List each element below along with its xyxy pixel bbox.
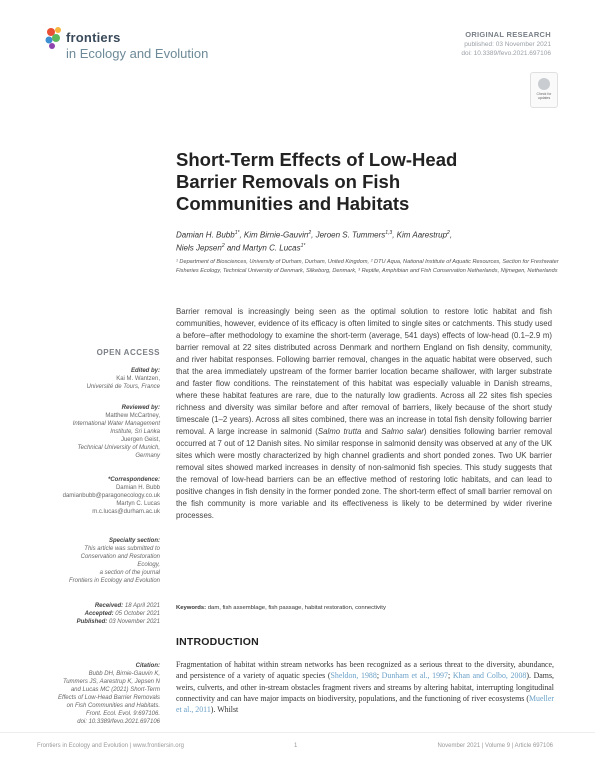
species-name: Salmo trutta: [317, 427, 362, 436]
author-name[interactable]: Jeroen S. Tummers: [315, 230, 386, 240]
specialty-line: Frontiers in Ecology and Evolution: [68, 578, 160, 584]
intro-text: ). Whilst: [210, 705, 239, 715]
article-type: ORIGINAL RESEARCH: [465, 30, 551, 39]
introduction-text: [176, 659, 554, 715]
editor-name: Kai M. Wantzen,: [116, 376, 160, 382]
article-title: Short-Term Effects of Low-Head Barrier Removals on Fish Communities and Habitats: [176, 149, 458, 214]
journal-brand: frontiers: [66, 30, 121, 45]
dates-block: [77, 602, 160, 626]
intro-text: ;: [376, 671, 382, 681]
keywords-list: dam, fish assemblage, fish passage, habitat restoration, connectivity: [207, 605, 386, 611]
keywords: [176, 605, 556, 611]
species-name: Salmo salar: [381, 427, 424, 436]
check-updates-label: Check for updates: [536, 92, 552, 100]
article-doi-link[interactable]: doi: 10.3389/fevo.2021.697106: [461, 50, 551, 57]
intro-text: Fragmentation of habitat within stream networks has been recognized as a serious threat to the diversity, abundance, and persistence of a variety of aquatic species (: [176, 660, 554, 681]
abstract-text: and: [361, 427, 382, 436]
abstract: [176, 306, 552, 522]
specialty-section-label: Specialty section:: [108, 538, 160, 544]
correspondent-email-link[interactable]: m.c.lucas@durham.ac.uk: [92, 509, 160, 515]
citation-block: [58, 662, 160, 726]
logo-dot-blue: [46, 37, 53, 44]
author-affiliation-marker: 2: [221, 243, 225, 250]
logo-dot-green: [52, 34, 60, 42]
specialty-line: Ecology,: [137, 562, 160, 568]
reviewer-affiliation: Germany: [135, 453, 160, 459]
abstract-text: Barrier removal is increasingly being seen as the optimal solution to restore lotic habitat and fish communities, however, evidence of its efficacy is often limited to single sites or catchments. This study used a before–after methodology to examine the short-term (average, 541 days) effects of low-head (0.1–2.9 m) barrier removal at 22 sites distributed across Denmark and northern England on fish density, community, and river habitat responses. Following barrier removal, changes in the aquatic habitat were observed, such that the area immediately upstream of the former barrier location became shallower, with larger substrate and faster flow conditions. The reinstatement of this habitat was especially valuable in Danish streams, where these habitat features are rare, due to the naturally low gradients. Across all 22 sites fish species richness and diversity was similar before and after removal of barriers, likely because of the short study timescale (1–2 years). Across all sites combined, there was an increase in total fish density following barrier removal. A large increase in salmonid (: [176, 307, 552, 436]
affiliations: ¹ Department of Biosciences, University of Durham, Durham, United Kingdom, ² DTU Aqua, National Institute of Aquatic Resources, Section for Freshwater Fisheries Ecology, Technical University of Denmark, Silkeborg, Denmark, ³ Reptile, Amphibian and Fish Conservation Netherlands, Nijmegen, Netherlands: [176, 259, 559, 274]
logo-dot-yellow: [55, 27, 61, 33]
specialty-line: a section of the journal: [99, 570, 160, 576]
author-list: Damian H. Bubb$^{1*}$, Kim Birnie-Gauvin$^2$, Jeroen S. Tummers$^{1,3}$, Kim Aarestrup$^2$, Niels Jepsen$^2$ and Martyn C. Lucas$^{1*}$: [176, 230, 453, 253]
abstract-text: ) densities following barrier removal occurred at 7 out of 12 Danish sites. No similar response in salmonid density was observed at any of the UK sites which were mostly characterized by high channel gradients and short ponded zones. Two UK barrier removal sites showed marked increases in density of non-salmonid fish species. This study suggests that the removal of low-head barriers can be an effective method of restoring lotic habitats, and can lead to positive changes in fish density in the former ponded zone. The short-term effect of small barrier removal on the fish community is more variable and its effectiveness is likely to be determined by wider riverine processes.: [176, 427, 552, 520]
footer-issue-info: November 2021 | Volume 9 | Article 697106: [437, 743, 553, 749]
published-date-sidebar: 03 November 2021: [108, 619, 160, 625]
author-name[interactable]: Martyn C. Lucas: [242, 243, 301, 253]
citation-line: on Fish Communities and Habitats.: [66, 703, 160, 709]
published-date: published: 03 November 2021: [464, 41, 551, 48]
citation-link[interactable]: Sheldon, 1988: [330, 671, 377, 681]
reviewed-by-label: Reviewed by:: [121, 405, 160, 411]
author-affiliation-marker: 1,3: [385, 230, 393, 236]
author-affiliation-marker: 1*: [234, 230, 240, 236]
author-affiliation-marker: 2: [308, 230, 312, 236]
specialty-line: This article was submitted to: [84, 546, 160, 552]
footer-journal-link[interactable]: Frontiers in Ecology and Evolution | www.frontiersin.org: [37, 743, 184, 749]
received-date: 18 April 2021: [124, 603, 160, 609]
intro-text: ;: [447, 671, 453, 681]
citation-line: Front. Ecol. Evol. 9:697106.: [85, 711, 160, 717]
citation-link[interactable]: Khan and Colbo, 2008: [452, 671, 527, 681]
correspondent-email-link[interactable]: damianbubb@paragonecology.co.uk: [62, 493, 160, 499]
author-affiliation-marker: 1*: [300, 243, 306, 250]
intro-text: ). Dams, weirs, culverts, and other in-stream obstacles fragment rivers and streams by altering habitat, interrupting longitudinal connectivity and can have major impacts on biodiversity, populations, and the functioning of river ecosystems (: [176, 671, 554, 703]
author-name[interactable]: Damian H. Bubb: [176, 230, 235, 240]
journal-name: in Ecology and Evolution: [66, 46, 209, 61]
accepted-label: Accepted:: [84, 611, 114, 617]
citation-line: Tummers JS, Aarestrup K, Jepsen N: [62, 679, 160, 685]
footer-divider: [0, 732, 595, 733]
reviewer-name: Juergen Geist,: [120, 437, 160, 443]
page-number: 1: [294, 743, 298, 749]
keywords-label: Keywords:: [176, 605, 207, 611]
correspondent-name: Damian H. Bubb: [115, 485, 160, 491]
reviewer-name: Matthew McCartney,: [105, 413, 160, 419]
citation-link[interactable]: Dunham et al., 1997: [381, 671, 448, 681]
correspondence-label: *Correspondence:: [107, 477, 160, 483]
specialty-section-block: [69, 537, 160, 585]
edited-by-label: Edited by:: [130, 368, 160, 374]
citation-label: Citation:: [135, 663, 160, 669]
check-for-updates-button[interactable]: [530, 72, 558, 108]
citation-line: Effects of Low-Head Barrier Removals: [57, 695, 160, 701]
reviewer-affiliation: Institute, Sri Lanka: [110, 429, 160, 435]
citation-line: and Lucas MC (2021) Short-Term: [70, 687, 160, 693]
editor-affiliation: Université de Tours, France: [86, 384, 160, 390]
specialty-line: Conservation and Restoration: [80, 554, 160, 560]
edited-by-block: [87, 367, 160, 391]
author-name[interactable]: Kim Birnie-Gauvin: [243, 230, 309, 240]
correspondent-name: Martyn C. Lucas: [116, 501, 160, 507]
correspondence-block: [63, 476, 160, 516]
refresh-icon: [538, 78, 550, 90]
author-name[interactable]: Niels Jepsen: [176, 243, 222, 253]
published-label: Published:: [76, 619, 108, 625]
accepted-date: 05 October 2021: [115, 611, 160, 617]
author-affiliation-marker: 2: [447, 230, 450, 236]
reviewer-affiliation: International Water Management: [72, 421, 160, 427]
citation-line: doi: 10.3389/fevo.2021.697106: [77, 719, 160, 725]
reviewer-affiliation: Technical University of Munich,: [77, 445, 160, 451]
section-heading-introduction: INTRODUCTION: [176, 636, 259, 648]
logo-dot-purple: [49, 43, 55, 49]
reviewed-by-block: [73, 404, 160, 460]
received-label: Received:: [94, 603, 124, 609]
author-name[interactable]: Kim Aarestrup: [396, 230, 448, 240]
citation-line: Bubb DH, Birnie-Gauvin K,: [88, 671, 160, 677]
open-access-label: OPEN ACCESS: [96, 348, 160, 357]
citation-link[interactable]: Mueller et al., 2011: [176, 693, 554, 715]
